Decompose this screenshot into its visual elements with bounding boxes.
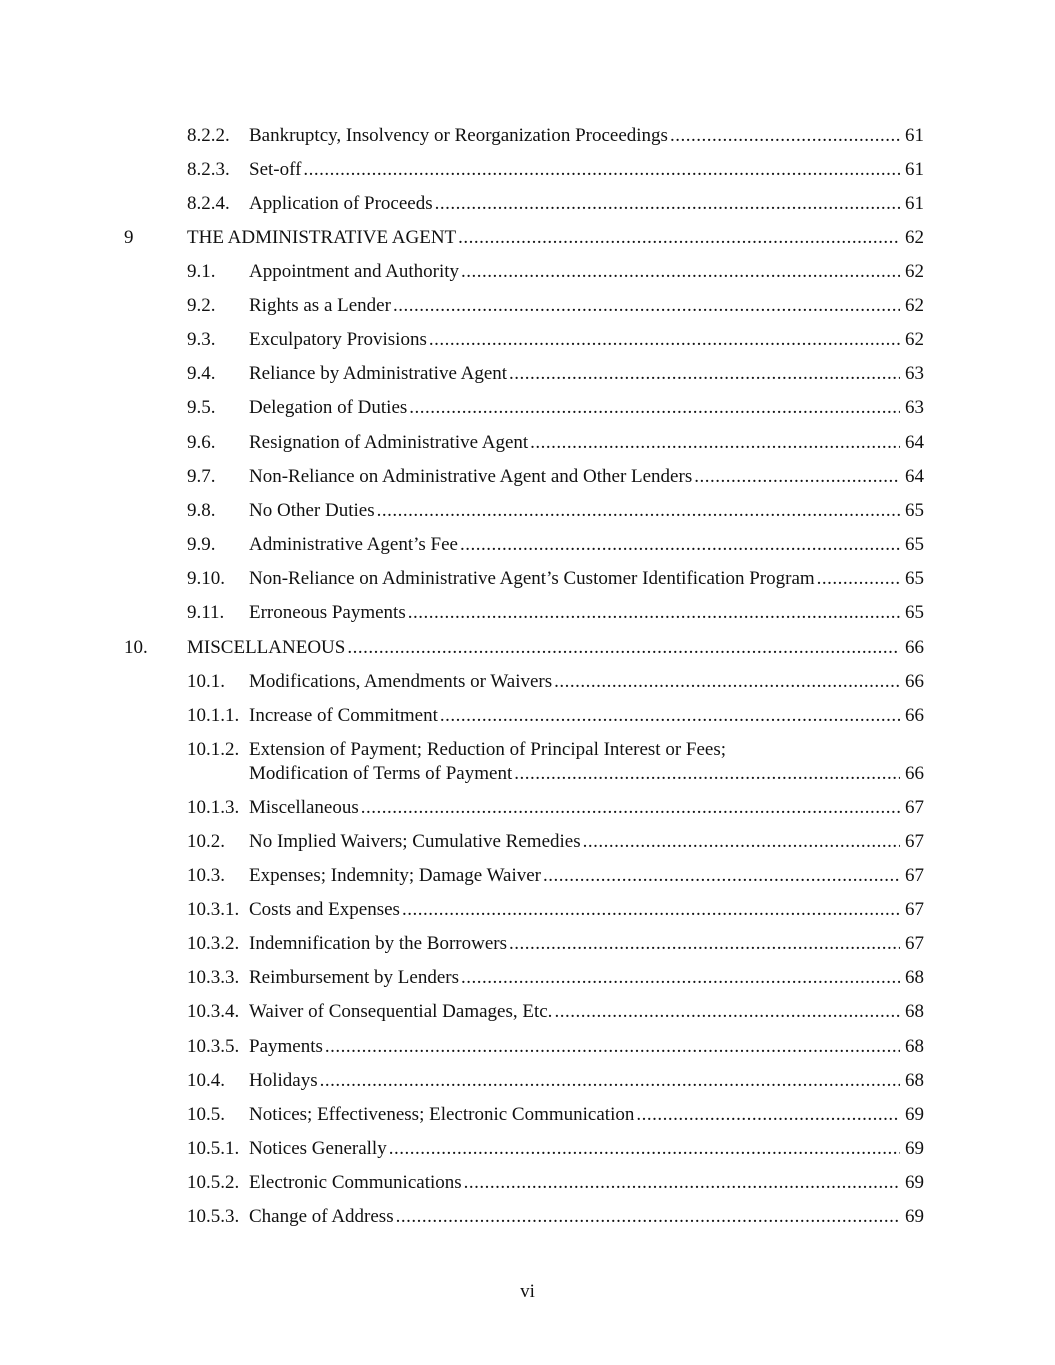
dot-leader (409, 396, 900, 420)
toc-entry-line (249, 898, 924, 922)
toc-entry-title: Reliance by Administrative Agent (249, 363, 508, 384)
toc-entry-9-1 (0, 260, 1055, 284)
toc-entry-line (249, 328, 924, 352)
toc-entry-10-5-1 (0, 1137, 1055, 1161)
toc-entry-title: Indemnification by the Borrowers (249, 933, 508, 954)
toc-entry-line (249, 124, 924, 148)
dot-leader (393, 294, 900, 318)
toc-entry-line (249, 1205, 924, 1229)
toc-entry-page: 62 (905, 227, 924, 248)
toc-entry-line (249, 533, 924, 557)
toc-entry-number: 10.1.3. (187, 797, 240, 818)
toc-entry-page: 65 (905, 534, 924, 555)
toc-entry-page: 63 (905, 397, 924, 418)
toc-entry-page: 67 (905, 797, 924, 818)
toc-entry-title: Waiver of Consequential Damages, Etc. (249, 1001, 553, 1022)
toc-entry-title: Delegation of Duties (249, 397, 408, 418)
toc-entry-line (249, 966, 924, 990)
toc-entry-line (249, 704, 924, 728)
toc-entry-title: Electronic Communications (249, 1172, 462, 1193)
toc-entry-page: 68 (905, 1001, 924, 1022)
toc-entry-9-9 (0, 533, 1055, 557)
toc-entry-line (249, 796, 924, 820)
toc-entry-title: MISCELLANEOUS (187, 637, 346, 658)
dot-leader (636, 1103, 900, 1127)
toc-entry-10-5-3 (0, 1205, 1055, 1229)
toc-entry-page: 62 (905, 261, 924, 282)
toc-entry-number: 8.2.2. (187, 125, 230, 146)
dot-leader (509, 932, 900, 956)
toc-entry-page: 66 (905, 763, 924, 784)
toc-entry-line (249, 1103, 924, 1127)
dot-leader (509, 362, 900, 386)
toc-entry-10-5-2 (0, 1171, 1055, 1195)
dot-leader (408, 601, 900, 625)
toc-entry-number: 9 (124, 227, 134, 248)
toc-entry-number: 9.7. (187, 466, 216, 487)
toc-entry-page: 65 (905, 500, 924, 521)
toc-entry-number: 9.9. (187, 534, 216, 555)
toc-entry-title: Costs and Expenses (249, 899, 400, 920)
toc-entry-title: No Other Duties (249, 500, 375, 521)
toc-entry-title: Payments (249, 1036, 323, 1057)
dot-leader (554, 1000, 900, 1024)
toc-entry-10-3-4 (0, 1000, 1055, 1024)
toc-entry-title: Modifications, Amendments or Waivers (249, 671, 553, 692)
toc-entry-10-3-5 (0, 1035, 1055, 1059)
toc-entry-10-3-1 (0, 898, 1055, 922)
dot-leader (461, 260, 900, 284)
toc-entry-number: 10.5.2. (187, 1172, 240, 1193)
toc-entry-title: No Implied Waivers; Cumulative Remedies (249, 831, 581, 852)
toc-entry-line (249, 396, 924, 420)
dot-leader (389, 1137, 900, 1161)
toc-entry-title: Rights as a Lender (249, 295, 391, 316)
toc-entry-page: 68 (905, 967, 924, 988)
toc-entry-9-11 (0, 601, 1055, 625)
toc-entry-title: Reimbursement by Lenders (249, 967, 460, 988)
toc-entry-number: 10.5.3. (187, 1206, 240, 1227)
toc-entry-9-3 (0, 328, 1055, 352)
toc-entry-line (249, 465, 924, 489)
toc-entry-title: THE ADMINISTRATIVE AGENT (187, 227, 457, 248)
toc-entry-number: 10.3.3. (187, 967, 240, 988)
toc-entry-page: 67 (905, 899, 924, 920)
dot-leader (361, 796, 900, 820)
toc-entry-page: 63 (905, 363, 924, 384)
toc-entry-9 (0, 226, 1055, 250)
toc-entry-9-5 (0, 396, 1055, 420)
dot-leader (429, 328, 900, 352)
dot-leader (320, 1069, 900, 1093)
page-number: vi (520, 1281, 535, 1302)
toc-entry-page: 62 (905, 295, 924, 316)
toc-entry-10-3-3 (0, 966, 1055, 990)
toc-entry-number: 10.1. (187, 671, 225, 692)
toc-entry-line (249, 499, 924, 523)
toc-entry-number: 9.1. (187, 261, 216, 282)
toc-entry-line (249, 1137, 924, 1161)
toc-entry-page: 64 (905, 466, 924, 487)
toc-entry-page: 69 (905, 1172, 924, 1193)
toc-entry-number: 10.3. (187, 865, 225, 886)
dot-leader (458, 226, 900, 250)
dot-leader (377, 499, 900, 523)
toc-entry-10-2 (0, 830, 1055, 854)
toc-entry-number: 9.3. (187, 329, 216, 350)
toc-entry-title: Resignation of Administrative Agent (249, 432, 529, 453)
dot-leader (514, 762, 900, 786)
toc-entry-number: 10.3.1. (187, 899, 240, 920)
toc-entry-9-6 (0, 431, 1055, 455)
dot-leader (554, 670, 900, 694)
toc-entry-line (249, 864, 924, 888)
toc-entry-line (249, 1171, 924, 1195)
toc-entry-10-3 (0, 864, 1055, 888)
toc-entry-title: Erroneous Payments (249, 602, 406, 623)
toc-entry-line (249, 601, 924, 625)
toc-entry-page: 61 (905, 159, 924, 180)
toc-entry-title: Exculpatory Provisions (249, 329, 427, 350)
toc-entry-page: 69 (905, 1138, 924, 1159)
toc-entry-page: 69 (905, 1104, 924, 1125)
toc-entry-10-1 (0, 670, 1055, 694)
toc-entry-number: 9.10. (187, 568, 225, 589)
toc-entry-title: Non-Reliance on Administrative Agent and Other Lenders (249, 466, 693, 487)
toc-entry-line (249, 1069, 924, 1093)
toc-entry-title: Notices; Effectiveness; Electronic Communication (249, 1104, 635, 1125)
toc-entry-number: 8.2.3. (187, 159, 230, 180)
toc-entry-page: 68 (905, 1070, 924, 1091)
toc-entry-number: 10.5. (187, 1104, 225, 1125)
toc-entry-page: 67 (905, 831, 924, 852)
toc-entry-page: 66 (905, 705, 924, 726)
dot-leader (694, 465, 900, 489)
dot-leader (670, 124, 900, 148)
toc-entry-line (249, 158, 924, 182)
dot-leader (583, 830, 900, 854)
toc-entry-number: 10.4. (187, 1070, 225, 1091)
toc-entry-10-1-1 (0, 704, 1055, 728)
toc-entry-line (249, 932, 924, 956)
toc-entry-number: 10. (124, 637, 148, 658)
dot-leader (440, 704, 900, 728)
toc-entry-page: 61 (905, 193, 924, 214)
toc-entry-title: Bankruptcy, Insolvency or Reorganization Proceedings (249, 125, 668, 146)
toc-entry-title: Modification of Terms of Payment (249, 763, 513, 784)
toc-entry-line (249, 294, 924, 318)
toc-entry-title: Application of Proceeds (249, 193, 433, 214)
toc-entry-title: Increase of Commitment (249, 705, 438, 726)
toc-entry-number: 9.2. (187, 295, 216, 316)
dot-leader (461, 966, 900, 990)
toc-entry-line (249, 567, 924, 591)
toc-entry-number: 10.1.1. (187, 705, 240, 726)
toc-entry-10-1-3 (0, 796, 1055, 820)
toc-entry-page: 68 (905, 1036, 924, 1057)
toc-entry-line (249, 192, 924, 216)
toc-entry-9-4 (0, 362, 1055, 386)
toc-entry-line (249, 762, 924, 786)
toc-entry-number: 10.1.2. (187, 739, 240, 760)
toc-entry-9-7 (0, 465, 1055, 489)
toc-entry-line (249, 1000, 924, 1024)
toc-entry-page: 67 (905, 865, 924, 886)
toc-entry-number: 9.5. (187, 397, 216, 418)
toc-entry-title: Non-Reliance on Administrative Agent’s Customer Identification Program (249, 568, 815, 589)
toc-entry-10 (0, 636, 1055, 660)
dot-leader (464, 1171, 900, 1195)
toc-entry-page: 66 (905, 671, 924, 692)
toc-entry-number: 9.4. (187, 363, 216, 384)
toc-entry-page: 64 (905, 432, 924, 453)
dot-leader (325, 1035, 900, 1059)
toc-entry-9-8 (0, 499, 1055, 523)
toc-entry-line (249, 830, 924, 854)
toc-entry-line (249, 260, 924, 284)
toc-entry-line (249, 670, 924, 694)
toc-entry-line (249, 431, 924, 455)
toc-entry-page: 61 (905, 125, 924, 146)
toc-entry-title: Notices Generally (249, 1138, 387, 1159)
toc-entry-title: Administrative Agent’s Fee (249, 534, 458, 555)
toc-entry-8-2-2 (0, 124, 1055, 148)
toc-entry-line (249, 1035, 924, 1059)
dot-leader (530, 431, 900, 455)
toc-entry-title: Appointment and Authority (249, 261, 460, 282)
dot-leader (460, 533, 900, 557)
toc-entry-number: 10.3.2. (187, 933, 240, 954)
toc-entry-number: 10.3.4. (187, 1001, 240, 1022)
toc-entry-10-3-2 (0, 932, 1055, 956)
toc-entry-line (187, 636, 924, 660)
toc-entry-8-2-3 (0, 158, 1055, 182)
dot-leader (543, 864, 900, 888)
toc-entry-title: Expenses; Indemnity; Damage Waiver (249, 865, 542, 886)
dot-leader (303, 158, 900, 182)
toc-entry-page: 65 (905, 602, 924, 623)
toc-entry-title-line1: Extension of Payment; Reduction of Principal Interest or Fees; (249, 739, 727, 760)
toc-entry-title: Set-off (249, 159, 302, 180)
dot-leader (396, 1205, 900, 1229)
toc-entry-10-5 (0, 1103, 1055, 1127)
toc-entry-8-2-4 (0, 192, 1055, 216)
toc-entry-9-10 (0, 567, 1055, 591)
toc-entry-page: 65 (905, 568, 924, 589)
dot-leader (347, 636, 900, 660)
toc-entry-title: Miscellaneous (249, 797, 359, 818)
dot-leader (435, 192, 900, 216)
toc-entry-number: 9.6. (187, 432, 216, 453)
toc-entry-line (249, 362, 924, 386)
toc-entry-number: 10.2. (187, 831, 225, 852)
toc-entry-title: Holidays (249, 1070, 318, 1091)
toc-entry-9-2 (0, 294, 1055, 318)
toc-entry-10-4 (0, 1069, 1055, 1093)
toc-entry-page: 67 (905, 933, 924, 954)
dot-leader (817, 567, 900, 591)
toc-entry-page: 66 (905, 637, 924, 658)
toc-entry-number: 10.5.1. (187, 1138, 240, 1159)
toc-entry-number: 9.8. (187, 500, 216, 521)
toc-entry-number: 8.2.4. (187, 193, 230, 214)
toc-entry-10-1-2 (0, 738, 1055, 786)
toc-entry-number: 10.3.5. (187, 1036, 240, 1057)
dot-leader (402, 898, 900, 922)
toc-entry-line (187, 226, 924, 250)
toc-entry-page: 69 (905, 1206, 924, 1227)
toc-entry-page: 62 (905, 329, 924, 350)
toc-entry-number: 9.11. (187, 602, 225, 623)
toc-entry-title: Change of Address (249, 1206, 394, 1227)
